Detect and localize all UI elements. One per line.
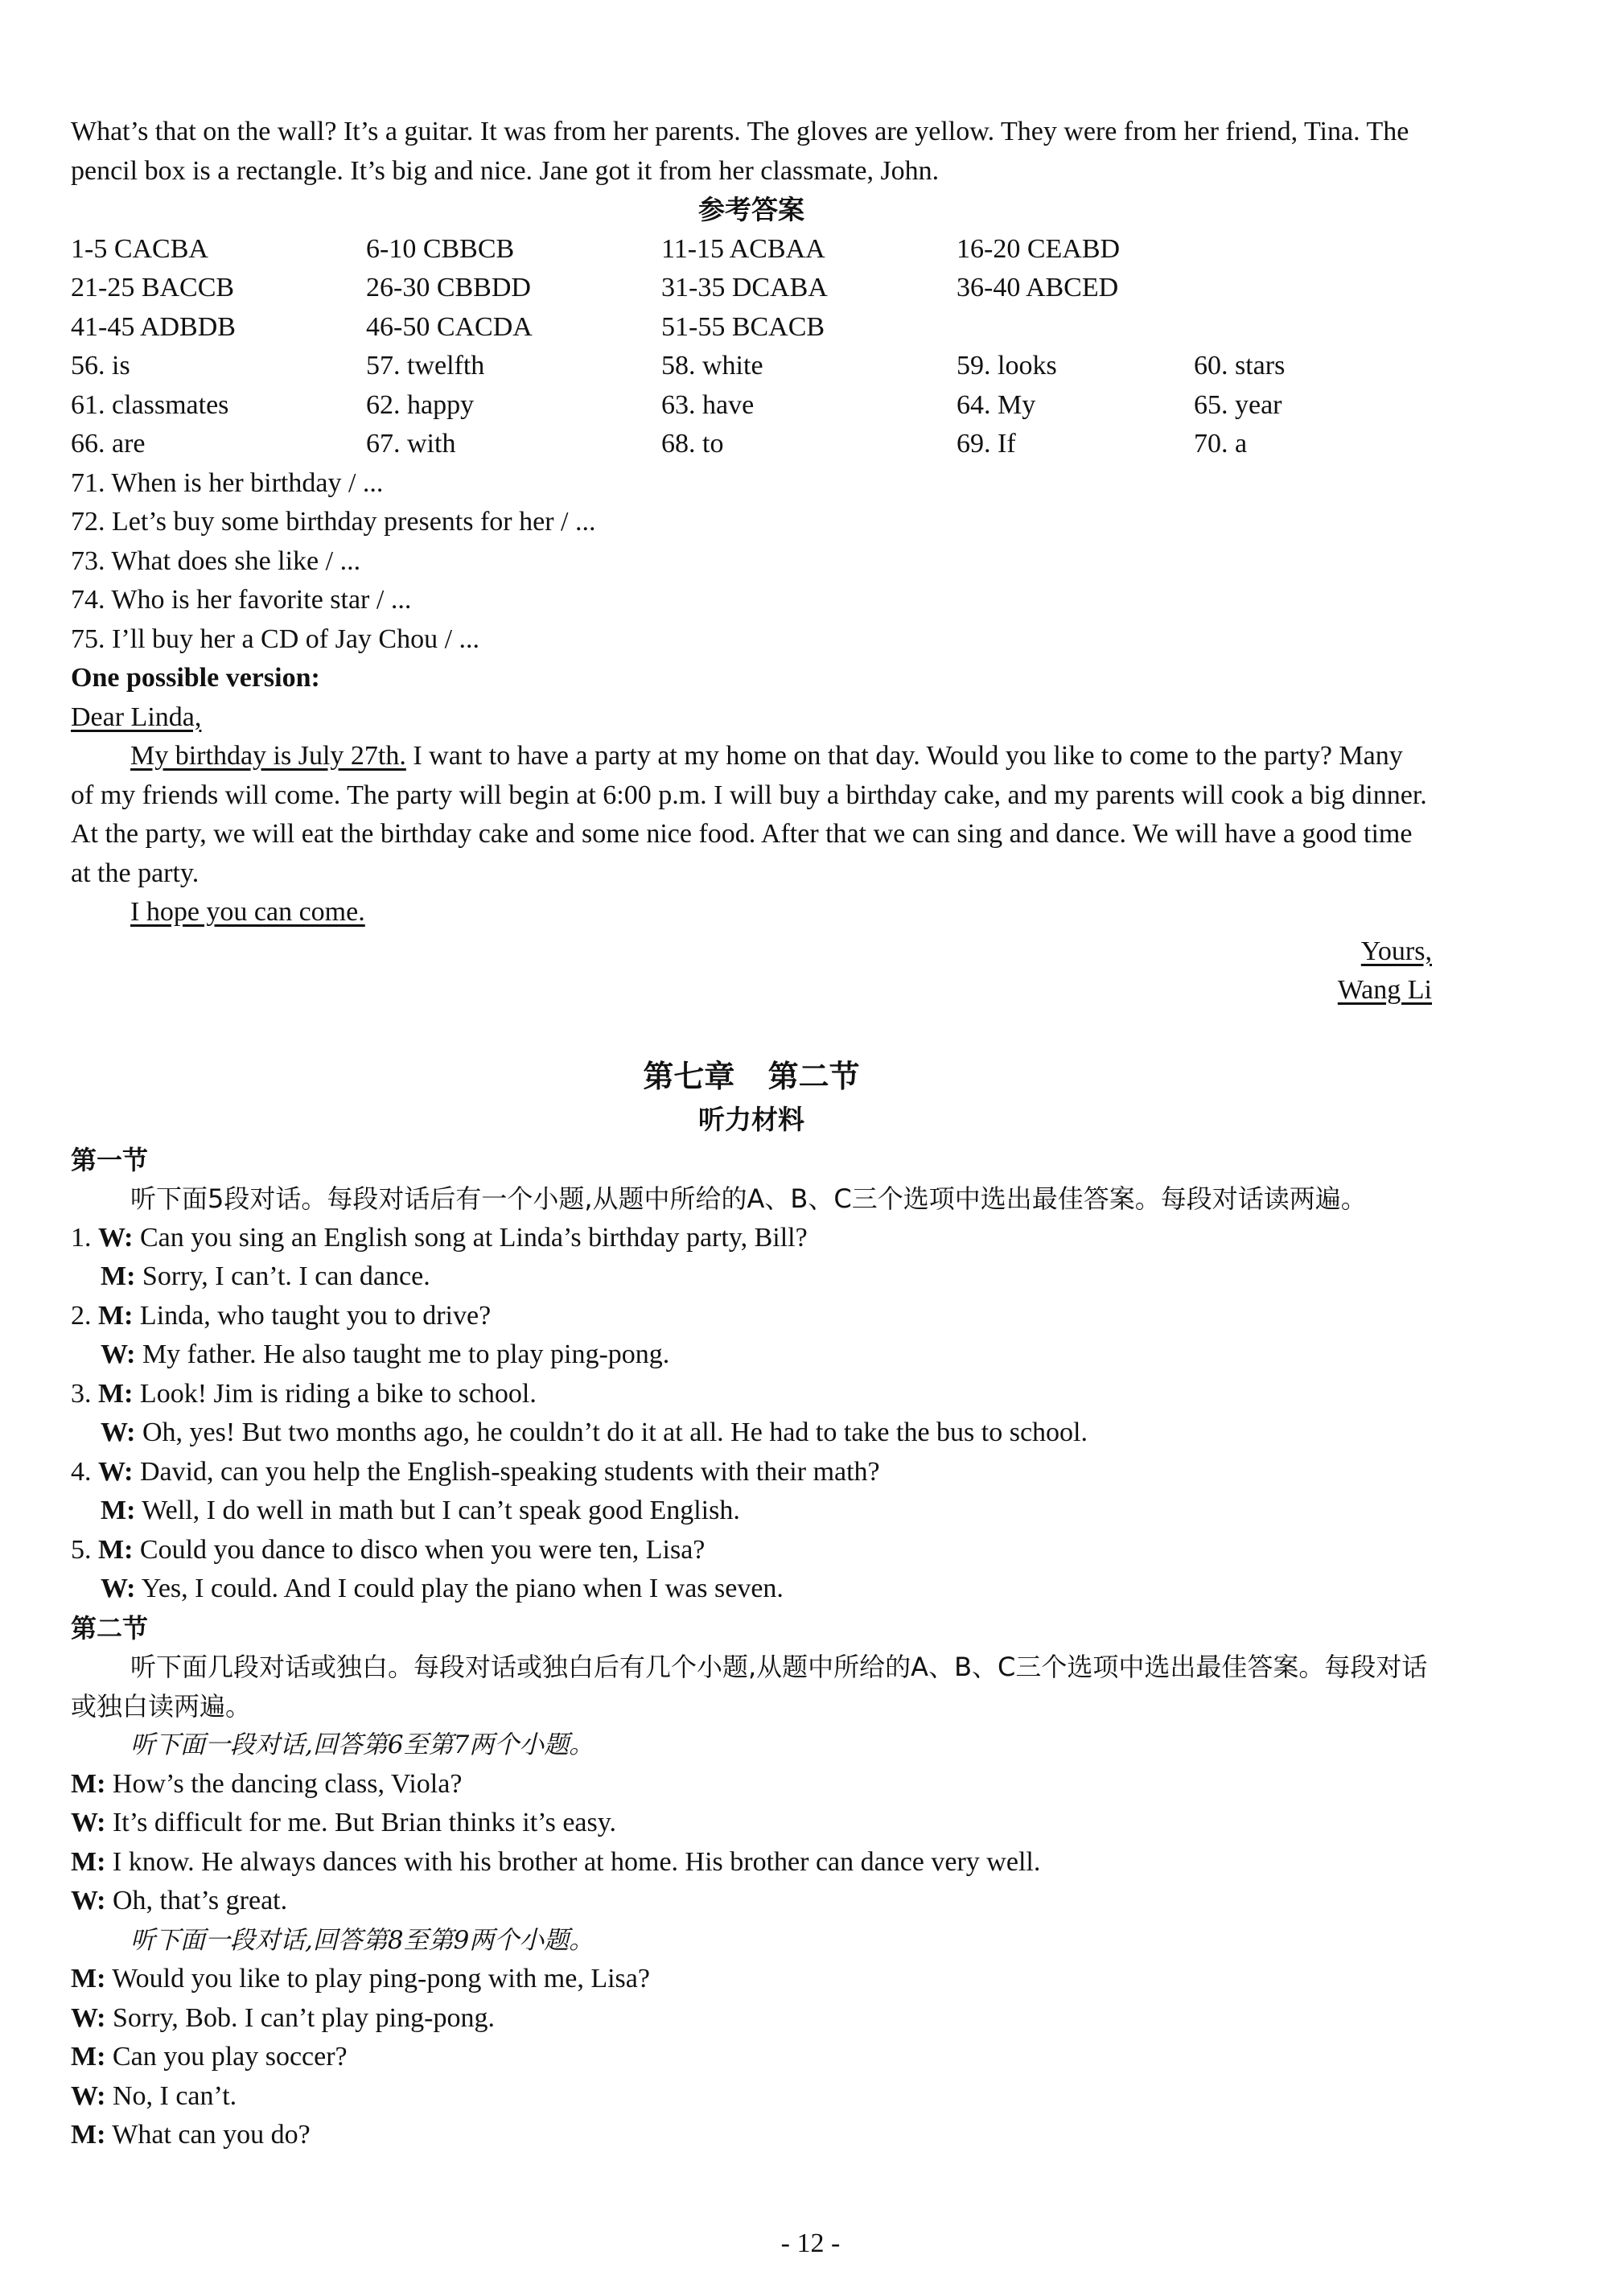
answer-grid: [71, 230, 1432, 464]
letter-body-text: I want to have a party at my home on that day. Would you like to come to the party? Many of my friends will come. The party will begin at 6:00 p.m. I will buy a birthday cake, and my parents will cook a big dinner. At the party, we will eat the birthday cake and some nice food. After that we can sing and dance. We will have a good time at the party.: [71, 741, 1427, 888]
answer-cell: [1194, 269, 1355, 308]
answer-cell: 46-50 CACDA: [366, 311, 533, 342]
answer-cell: 69. If: [957, 429, 1016, 459]
dialogue-text: My father. He also taught me to play ping-pong.: [135, 1339, 670, 1369]
answer-cell: 67. with: [366, 429, 456, 459]
answer-cell: 62. happy: [366, 389, 475, 420]
dialogue-text: Look! Jim is riding a bike to school.: [133, 1378, 537, 1409]
dialogue-line: [71, 2116, 1432, 2155]
letter-signature-text: Wang Li: [1337, 975, 1432, 1005]
dialogue-line: [71, 1453, 1432, 1492]
answer-cell: 36-40 ABCED: [957, 273, 1119, 302]
section-2-instruction: 听下面几段对话或独白。每段对话或独白后有几个小题,从题中所给的A、B、C三个选项中选出最佳答案。每段对话或独白读两遍。: [71, 1652, 1428, 1722]
answer-row: [71, 308, 1432, 348]
dialogue-line: [71, 1765, 1432, 1804]
answer-row: [71, 269, 1432, 308]
dialogue-text: How’s the dancing class, Viola?: [105, 1768, 463, 1799]
speaker-label: M:: [71, 1768, 106, 1799]
letter-signoff: [71, 932, 1432, 972]
dialogue-text: Sorry, Bob. I can’t play ping-pong.: [105, 2002, 495, 2033]
dialogue-text: Well, I do well in math but I can’t speak good English.: [135, 1496, 740, 1525]
dialogue-number: 2.: [71, 1300, 92, 1331]
part-note: 听下面一段对话,回答第6至第7两个小题。: [130, 1730, 595, 1759]
answer-cell: 56. is: [71, 351, 130, 381]
dialogue-line: [71, 1257, 1432, 1297]
speaker-label: M:: [101, 1496, 136, 1525]
dialogue-line: [71, 2077, 1432, 2117]
dialogue-line: [71, 1882, 1432, 1921]
answer-cell: [1194, 308, 1355, 348]
document-page: [71, 113, 1432, 2155]
answer-cell: 31-35 DCABA: [661, 273, 828, 302]
answer-row: [71, 425, 1432, 464]
dialogue-text: Linda, who taught you to drive?: [133, 1300, 492, 1331]
answer-cell: 51-55 BCACB: [661, 311, 825, 342]
letter-body: [71, 737, 1432, 893]
dialogue-number: 4.: [71, 1456, 92, 1487]
answer-cell: [957, 308, 1194, 348]
dialogue-number: 1.: [71, 1222, 92, 1253]
dialogue-block: [71, 1765, 1432, 1921]
dialogue-number: 3.: [71, 1378, 92, 1409]
dialogue-text: No, I can’t.: [105, 2080, 237, 2111]
answer-cell: 57. twelfth: [366, 351, 485, 381]
dialogue-line: [71, 1804, 1432, 1843]
letter-signoff-text: Yours,: [1360, 936, 1432, 966]
answer-cell: 68. to: [661, 429, 724, 459]
dialogue-line: [71, 1492, 1432, 1531]
sentence-answer: 71. When is her birthday / ...: [71, 467, 384, 498]
letter-heading: One possible version:: [71, 663, 320, 693]
chapter-title: 第七章 第二节: [643, 1058, 860, 1094]
letter-closing: [71, 893, 1432, 932]
dialogue-text: Yes, I could. And I could play the piano when I was seven.: [135, 1574, 784, 1603]
answer-row: [71, 347, 1432, 386]
dialogue-line: [71, 1999, 1432, 2039]
speaker-label: W:: [71, 2080, 106, 2111]
sentence-answer: 73. What does she like / ...: [71, 545, 361, 576]
chapter-subtitle: 听力材料: [698, 1103, 804, 1135]
answer-cell: 6-10 CBBCB: [366, 233, 515, 264]
answer-cell: 59. looks: [957, 351, 1057, 381]
letter-signature: [71, 971, 1432, 1010]
answer-cell: 58. white: [661, 351, 763, 381]
dialogue-line: [71, 1413, 1432, 1453]
dialogue-text: It’s difficult for me. But Brian thinks it’s easy.: [105, 1808, 617, 1837]
speaker-label: M:: [98, 1300, 134, 1331]
speaker-label: M:: [101, 1261, 136, 1291]
dialogue-line: [71, 1960, 1432, 1999]
letter-opening-sentence: My birthday is July 27th.: [130, 741, 406, 771]
answer-cell: 11-15 ACBAA: [661, 233, 825, 264]
sentence-answers: [71, 464, 1432, 660]
dialogue-text: Oh, yes! But two months ago, he couldn’t do it at all. He had to take the bus to school.: [135, 1418, 1088, 1447]
section-1-instruction: 听下面5段对话。每段对话后有一个小题,从题中所给的A、B、C三个选项中选出最佳答案。每段对话读两遍。: [130, 1183, 1367, 1214]
answer-cell: 26-30 CBBDD: [366, 273, 531, 302]
dialogue-line: [71, 1335, 1432, 1375]
dialogue-text: Can you play soccer?: [105, 2042, 348, 2072]
answer-row: [71, 386, 1432, 426]
answer-cell: 63. have: [661, 389, 755, 420]
dialogue-text: Could you dance to disco when you were ten, Lisa?: [133, 1534, 706, 1565]
speaker-label: W:: [101, 1339, 136, 1369]
dialogue-text: Sorry, I can’t. I can dance.: [135, 1261, 430, 1291]
speaker-label: M:: [71, 1964, 106, 1994]
dialogue-text: Would you like to play ping-pong with me, Lisa?: [105, 1964, 650, 1994]
section-1-label: 第一节: [71, 1144, 149, 1175]
sentence-answer: 75. I’ll buy her a CD of Jay Chou / ...: [71, 623, 480, 654]
answer-cell: 41-45 ADBDB: [71, 311, 236, 342]
dialogue-text: Oh, that’s great.: [105, 1886, 288, 1915]
dialogue-line: [71, 1843, 1432, 1882]
speaker-label: W:: [71, 1886, 106, 1915]
answer-cell: 66. are: [71, 429, 146, 459]
dialogue-line: [71, 1297, 1432, 1336]
answer-cell: [1194, 230, 1355, 270]
answer-cell: 60. stars: [1194, 351, 1286, 381]
answer-cell: 21-25 BACCB: [71, 273, 235, 302]
letter-closing-text: I hope you can come.: [130, 897, 365, 927]
section-2-label: 第二节: [71, 1612, 149, 1644]
speaker-label: W:: [98, 1456, 134, 1487]
speaker-label: W:: [71, 2002, 106, 2033]
answer-cell: 61. classmates: [71, 389, 229, 420]
answer-cell: 16-20 CEABD: [957, 233, 1121, 264]
speaker-label: M:: [71, 2120, 106, 2150]
speaker-label: W:: [101, 1574, 136, 1603]
dialogue-text: I know. He always dances with his brother at home. His brother can dance very well.: [105, 1846, 1041, 1877]
intro-paragraph: What’s that on the wall? It’s a guitar. It was from her parents. The gloves are yellow. They were from her friend, Tina. The pencil box is a rectangle. It’s big and nice. Jane got it from her classmate, John.: [71, 117, 1409, 186]
answer-cell: 64. My: [957, 389, 1036, 420]
dialogue-text: David, can you help the English-speaking students with their math?: [133, 1456, 880, 1487]
speaker-label: M:: [71, 1846, 106, 1877]
dialogue-number: 5.: [71, 1534, 92, 1565]
dialogue-block: [71, 1960, 1432, 2155]
speaker-label: M:: [98, 1534, 134, 1565]
answer-cell: 1-5 CACBA: [71, 233, 208, 264]
letter-greeting-text: Dear Linda,: [71, 702, 202, 732]
dialogue-line: [71, 1570, 1432, 1609]
dialogue-text: What can you do?: [105, 2120, 311, 2150]
dialogue-line: [71, 2038, 1432, 2077]
part-note: 听下面一段对话,回答第8至第9两个小题。: [130, 1925, 595, 1955]
speaker-label: W:: [98, 1222, 134, 1253]
section-1-dialogues: [71, 1219, 1432, 1609]
speaker-label: W:: [71, 1808, 106, 1837]
speaker-label: W:: [101, 1418, 136, 1447]
sentence-answer: 74. Who is her favorite star / ...: [71, 585, 412, 615]
answer-row: [71, 230, 1432, 270]
dialogue-line: [71, 1219, 1432, 1258]
speaker-label: M:: [98, 1378, 134, 1409]
page-number: - 12 -: [780, 2228, 841, 2258]
dialogue-text: Can you sing an English song at Linda’s birthday party, Bill?: [133, 1222, 808, 1253]
answer-heading: 参考答案: [698, 194, 804, 225]
dialogue-line: [71, 1375, 1432, 1414]
sentence-answer: 72. Let’s buy some birthday presents for her / ...: [71, 507, 596, 537]
dialogue-line: [71, 1531, 1432, 1570]
answer-cell: 70. a: [1194, 429, 1248, 459]
answer-cell: 65. year: [1194, 389, 1282, 420]
letter-greeting: [71, 698, 1432, 738]
speaker-label: M:: [71, 2042, 106, 2072]
